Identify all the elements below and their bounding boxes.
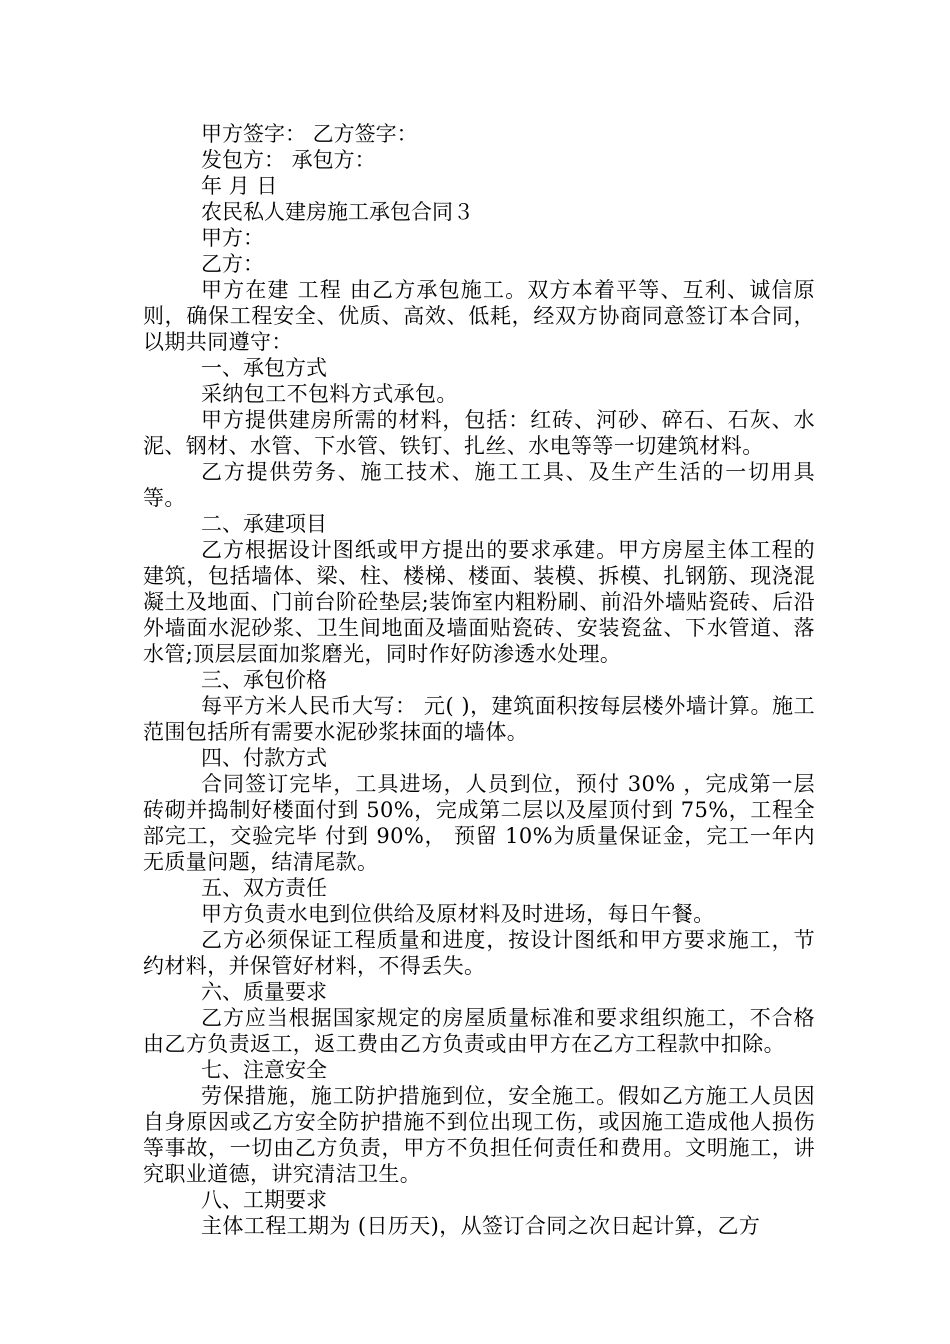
section-paragraph: 采纳包工不包料方式承包。 <box>201 382 458 406</box>
section-heading: 二、承建项目 <box>201 512 327 536</box>
section-paragraph: 劳保措施，施工防护措施到位，安全施工。假如乙方施工人员因自身原因或乙方安全防护措施不到位出现工伤，或因施工造成他人损伤等事故，一切由乙方负责，甲方不负担任何责任和费用。文明施工，讲究职业道德，讲究清洁卫生。 <box>143 1084 815 1186</box>
party-line: 发包方： 承包方： <box>201 148 376 172</box>
section-paragraph: 合同签订完毕，工具进场，人员到位，预付 30% ，完成第一层砖砌并捣制好楼面付到 50%，完成第二层以及屋顶付到 75%，工程全部完工，交验完毕 付到 90%， 预留 10%为质量保证金，完工一年内无质量问题，结清尾款。 <box>143 772 815 874</box>
section-paragraph: 乙方必须保证工程质量和进度，按设计图纸和甲方要求施工，节约材料，并保管好材料，不得丢失。 <box>143 928 815 978</box>
section-paragraph: 甲方提供建房所需的材料，包括：红砖、河砂、碎石、石灰、水泥、钢材、水管、下水管、铁钉、扎丝、水电等等一切建筑材料。 <box>143 408 815 458</box>
section-paragraph: 主体工程工期为 (日历天)，从签订合同之次日起计算，乙方 <box>201 1214 761 1238</box>
section-paragraph: 乙方提供劳务、施工技术、施工工具、及生产生活的一切用具等。 <box>143 460 815 510</box>
section-paragraph: 每平方米人民币大写： 元( )，建筑面积按每层楼外墙计算。施工范围包括所有需要水泥砂浆抹面的墙体。 <box>143 694 815 744</box>
document-body <box>143 121 815 1239</box>
party-b-line: 乙方： <box>201 252 264 276</box>
section-heading: 四、付款方式 <box>201 746 327 770</box>
section-heading: 八、工期要求 <box>201 1188 327 1212</box>
intro-paragraph: 甲方在建 工程 由乙方承包施工。双方本着平等、互利、诚信原则，确保工程安全、优质、高效、低耗，经双方协商同意签订本合同，以期共同遵守： <box>143 278 815 354</box>
section-paragraph: 乙方根据设计图纸或甲方提出的要求承建。甲方房屋主体工程的建筑，包括墙体、梁、柱、楼梯、楼面、装模、拆模、扎钢筋、现浇混凝土及地面、门前台阶砼垫层;装饰室内粗粉刷、前沿外墙贴瓷砖、后沿外墙面水泥砂浆、卫生间地面及墙面贴瓷砖、安装瓷盆、下水管道、落水管;顶层层面加浆磨光，同时作好防渗透水处理。 <box>143 538 815 666</box>
signature-line: 甲方签字： 乙方签字： <box>201 122 418 146</box>
section-heading: 五、双方责任 <box>201 876 327 900</box>
party-a-line: 甲方： <box>201 226 264 250</box>
section-paragraph: 乙方应当根据国家规定的房屋质量标准和要求组织施工，不合格由乙方负责返工，返工费由乙方负责或由甲方在乙方工程款中扣除。 <box>143 1006 815 1056</box>
section-heading: 六、质量要求 <box>201 980 327 1004</box>
section-paragraph: 甲方负责水电到位供给及原材料及时进场，每日午餐。 <box>201 902 715 926</box>
section-heading: 七、注意安全 <box>201 1058 327 1082</box>
date-line: 年 月 日 <box>201 174 278 198</box>
section-heading: 三、承包价格 <box>201 668 327 692</box>
section-heading: 一、承包方式 <box>201 356 327 380</box>
contract-title: 农民私人建房施工承包合同３ <box>201 200 474 224</box>
